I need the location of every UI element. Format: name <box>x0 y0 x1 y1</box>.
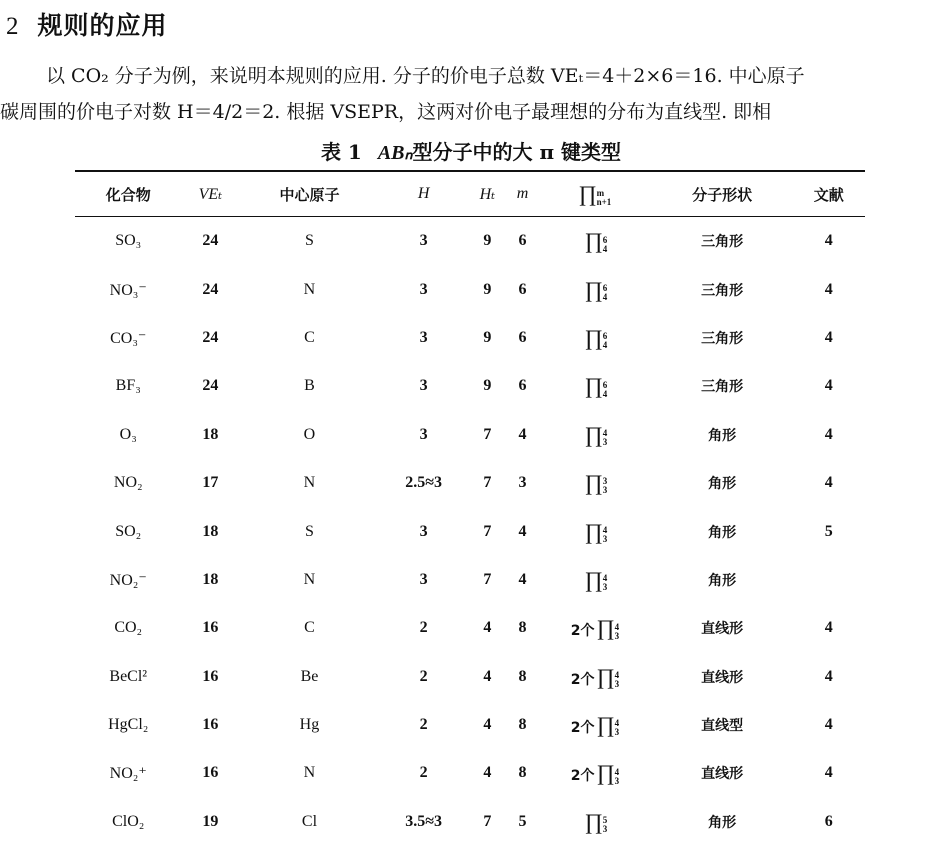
cell-pi-symbol: ∏ <box>596 664 613 689</box>
cell-m: 6 <box>507 217 538 266</box>
table-caption-text: 型分子中的大 π 键类型 <box>412 140 621 164</box>
table-row <box>75 362 865 410</box>
cell-h: 3 <box>380 217 468 266</box>
header-row <box>75 171 865 217</box>
cell-pi-indices <box>603 816 608 834</box>
cell-h: 3 <box>380 265 468 313</box>
cell-pi-indices <box>603 236 608 254</box>
cell-pi-type <box>538 265 652 313</box>
cell-shape: 角形 <box>652 798 792 846</box>
cell-ve: 24 <box>181 362 239 410</box>
cell-pi-top: 6 <box>603 235 608 245</box>
cell-ref: 4 <box>792 604 865 652</box>
cell-h: 3 <box>380 362 468 410</box>
header-pi-bottom: n+1 <box>597 197 612 207</box>
cell-h: 2.5≈3 <box>380 459 468 507</box>
cell-ht: 4 <box>468 749 508 797</box>
cell-ht: 4 <box>468 653 508 701</box>
cell-ref: 5 <box>792 507 865 555</box>
cell-center-atom: N <box>239 459 379 507</box>
cell-center-atom: S <box>239 507 379 555</box>
cell-m: 8 <box>507 604 538 652</box>
cell-pi-top: 4 <box>615 670 620 680</box>
cell-shape: 直线型 <box>652 701 792 749</box>
cell-ref: 4 <box>792 265 865 313</box>
cell-pi-type <box>538 411 652 459</box>
cell-shape: 三角形 <box>652 314 792 362</box>
cell-pi-bottom: 3 <box>615 776 620 786</box>
cell-pi-indices <box>603 574 608 592</box>
cell-compound: NO₂⁻ <box>75 556 181 604</box>
cell-shape: 直线形 <box>652 604 792 652</box>
cell-pi-indices <box>603 381 608 399</box>
cell-shape: 角形 <box>652 556 792 604</box>
cell-pi-indices <box>615 768 620 786</box>
paragraph-line-2: 碳周围的价电子对数 H＝4/2＝2. 根据 VSEPR，这两对价电子最理想的分布为直线型. 即相 <box>0 94 940 130</box>
table-row <box>75 749 865 797</box>
cell-compound: HgCl₂ <box>75 701 181 749</box>
cell-pi-type <box>538 604 652 652</box>
table-body <box>75 217 865 846</box>
cell-ref: 4 <box>792 411 865 459</box>
table-row <box>75 604 865 652</box>
cell-shape: 角形 <box>652 459 792 507</box>
header-m: m <box>507 171 538 217</box>
cell-ht: 9 <box>468 217 508 266</box>
cell-ref: 6 <box>792 798 865 846</box>
cell-compound: SO₃ <box>75 217 181 266</box>
cell-ve: 24 <box>181 314 239 362</box>
cell-pi-indices <box>615 671 620 689</box>
cell-ht: 7 <box>468 459 508 507</box>
table-caption-formula: ABₙ <box>378 142 413 164</box>
cell-shape: 直线形 <box>652 749 792 797</box>
cell-pi-top: 4 <box>615 767 620 777</box>
table-row <box>75 653 865 701</box>
cell-ve: 19 <box>181 798 239 846</box>
cell-pi-prefix: 2个 <box>571 672 595 688</box>
cell-h: 3.5≈3 <box>380 798 468 846</box>
cell-m: 5 <box>507 798 538 846</box>
cell-ht: 4 <box>468 604 508 652</box>
paragraph-line-1: 以 CO₂ 分子为例，来说明本规则的应用. 分子的价电子总数 VEₜ＝4＋2×6＝16. 中心原子 <box>0 58 940 94</box>
cell-pi-indices <box>603 477 608 495</box>
cell-pi-indices <box>603 332 608 350</box>
cell-pi-top: 4 <box>615 718 620 728</box>
header-pi-type <box>538 171 652 217</box>
cell-center-atom: C <box>239 604 379 652</box>
cell-h: 3 <box>380 556 468 604</box>
cell-pi-symbol: ∏ <box>585 470 602 495</box>
cell-pi-symbol: ∏ <box>585 325 602 350</box>
pi-bond-table <box>75 170 865 846</box>
cell-pi-type <box>538 217 652 266</box>
cell-pi-top: 4 <box>603 525 608 535</box>
cell-center-atom: N <box>239 749 379 797</box>
cell-pi-type <box>538 749 652 797</box>
cell-compound: NO₂ <box>75 459 181 507</box>
table-row <box>75 265 865 313</box>
cell-compound: CO₂ <box>75 604 181 652</box>
cell-ref: 4 <box>792 653 865 701</box>
cell-pi-top: 4 <box>615 622 620 632</box>
cell-pi-top: 4 <box>603 573 608 583</box>
cell-pi-top: 6 <box>603 331 608 341</box>
cell-pi-prefix: 2个 <box>571 623 595 639</box>
cell-center-atom: Be <box>239 653 379 701</box>
cell-center-atom: C <box>239 314 379 362</box>
cell-pi-bottom: 3 <box>615 679 620 689</box>
table-row <box>75 798 865 846</box>
table-row <box>75 217 865 266</box>
cell-h: 2 <box>380 749 468 797</box>
table-header <box>75 171 865 217</box>
cell-shape: 三角形 <box>652 265 792 313</box>
cell-pi-top: 6 <box>603 283 608 293</box>
cell-pi-type <box>538 798 652 846</box>
cell-center-atom: Hg <box>239 701 379 749</box>
cell-ht: 9 <box>468 314 508 362</box>
cell-pi-symbol: ∏ <box>596 712 613 737</box>
cell-ht: 4 <box>468 701 508 749</box>
table-row <box>75 459 865 507</box>
cell-pi-bottom: 4 <box>603 340 608 350</box>
header-pi-indices <box>597 189 612 207</box>
header-pi-symbol: ∏ <box>579 181 596 206</box>
table-row <box>75 701 865 749</box>
body-paragraph <box>0 58 940 130</box>
cell-ve: 18 <box>181 556 239 604</box>
cell-m: 8 <box>507 701 538 749</box>
cell-pi-bottom: 3 <box>603 485 608 495</box>
cell-h: 2 <box>380 653 468 701</box>
cell-pi-bottom: 3 <box>603 824 608 834</box>
cell-pi-bottom: 3 <box>615 631 620 641</box>
cell-center-atom: O <box>239 411 379 459</box>
cell-compound: BF₃ <box>75 362 181 410</box>
cell-ref: 4 <box>792 459 865 507</box>
cell-pi-top: 4 <box>603 428 608 438</box>
cell-ht: 7 <box>468 507 508 555</box>
cell-pi-indices <box>615 623 620 641</box>
cell-m: 3 <box>507 459 538 507</box>
cell-pi-indices <box>603 526 608 544</box>
cell-pi-bottom: 4 <box>603 292 608 302</box>
cell-pi-type <box>538 507 652 555</box>
section-heading <box>6 6 168 42</box>
table-row <box>75 411 865 459</box>
cell-pi-symbol: ∏ <box>585 373 602 398</box>
cell-shape: 直线形 <box>652 653 792 701</box>
cell-ve: 16 <box>181 604 239 652</box>
cell-pi-symbol: ∏ <box>585 277 602 302</box>
cell-pi-top: 6 <box>603 380 608 390</box>
cell-h: 2 <box>380 604 468 652</box>
cell-ht: 9 <box>468 265 508 313</box>
cell-compound: ClO₂ <box>75 798 181 846</box>
cell-pi-type <box>538 653 652 701</box>
cell-m: 4 <box>507 411 538 459</box>
cell-ht: 7 <box>468 798 508 846</box>
cell-ref: 4 <box>792 217 865 266</box>
cell-ve: 24 <box>181 217 239 266</box>
cell-ht: 7 <box>468 556 508 604</box>
header-ve: VEₜ <box>181 171 239 217</box>
header-compound: 化合物 <box>75 171 181 217</box>
cell-ref: 4 <box>792 314 865 362</box>
cell-ref: 4 <box>792 749 865 797</box>
cell-m: 6 <box>507 314 538 362</box>
cell-pi-top: 3 <box>603 476 608 486</box>
cell-pi-prefix: 2个 <box>571 768 595 784</box>
cell-ve: 18 <box>181 411 239 459</box>
cell-h: 3 <box>380 314 468 362</box>
cell-shape: 三角形 <box>652 217 792 266</box>
cell-compound: O₃ <box>75 411 181 459</box>
cell-pi-type <box>538 701 652 749</box>
cell-compound: NO₃⁻ <box>75 265 181 313</box>
cell-m: 4 <box>507 556 538 604</box>
cell-ht: 7 <box>468 411 508 459</box>
header-ht: Hₜ <box>468 171 508 217</box>
cell-pi-type <box>538 556 652 604</box>
cell-pi-symbol: ∏ <box>596 615 613 640</box>
table-caption <box>0 136 942 165</box>
cell-compound: CO₃⁻ <box>75 314 181 362</box>
header-pi-top: m <box>597 188 605 198</box>
table-caption-label: 表 1 <box>321 140 362 164</box>
cell-pi-type <box>538 459 652 507</box>
cell-pi-symbol: ∏ <box>585 228 602 253</box>
cell-pi-symbol: ∏ <box>585 519 602 544</box>
cell-pi-bottom: 3 <box>615 727 620 737</box>
cell-center-atom: B <box>239 362 379 410</box>
cell-ve: 16 <box>181 701 239 749</box>
header-shape: 分子形状 <box>652 171 792 217</box>
cell-pi-indices <box>615 719 620 737</box>
cell-center-atom: Cl <box>239 798 379 846</box>
section-number: 2 <box>6 13 20 40</box>
cell-h: 3 <box>380 411 468 459</box>
cell-compound: NO₂⁺ <box>75 749 181 797</box>
cell-pi-bottom: 4 <box>603 389 608 399</box>
cell-pi-bottom: 4 <box>603 244 608 254</box>
table-row <box>75 507 865 555</box>
cell-ref: 4 <box>792 701 865 749</box>
cell-ref <box>792 556 865 604</box>
cell-pi-symbol: ∏ <box>596 760 613 785</box>
cell-m: 4 <box>507 507 538 555</box>
cell-ve: 18 <box>181 507 239 555</box>
table-row <box>75 314 865 362</box>
cell-ht: 9 <box>468 362 508 410</box>
cell-pi-bottom: 3 <box>603 437 608 447</box>
cell-m: 8 <box>507 653 538 701</box>
cell-ref: 4 <box>792 362 865 410</box>
section-title: 规则的应用 <box>38 11 168 40</box>
cell-compound: SO₂ <box>75 507 181 555</box>
cell-center-atom: N <box>239 265 379 313</box>
cell-shape: 三角形 <box>652 362 792 410</box>
cell-pi-symbol: ∏ <box>585 809 602 834</box>
cell-m: 8 <box>507 749 538 797</box>
cell-pi-type <box>538 362 652 410</box>
cell-pi-indices <box>603 429 608 447</box>
table-row <box>75 556 865 604</box>
cell-pi-top: 5 <box>603 815 608 825</box>
cell-ve: 17 <box>181 459 239 507</box>
cell-ve: 16 <box>181 749 239 797</box>
cell-shape: 角形 <box>652 411 792 459</box>
cell-pi-symbol: ∏ <box>585 422 602 447</box>
cell-ve: 24 <box>181 265 239 313</box>
header-ref: 文献 <box>792 171 865 217</box>
cell-h: 3 <box>380 507 468 555</box>
header-center-atom: 中心原子 <box>239 171 379 217</box>
cell-pi-symbol: ∏ <box>585 567 602 592</box>
cell-h: 2 <box>380 701 468 749</box>
cell-ve: 16 <box>181 653 239 701</box>
cell-center-atom: N <box>239 556 379 604</box>
cell-pi-prefix: 2个 <box>571 720 595 736</box>
cell-pi-type <box>538 314 652 362</box>
cell-compound: BeCl² <box>75 653 181 701</box>
cell-center-atom: S <box>239 217 379 266</box>
header-h: H <box>380 171 468 217</box>
cell-pi-indices <box>603 284 608 302</box>
cell-pi-bottom: 3 <box>603 534 608 544</box>
cell-m: 6 <box>507 362 538 410</box>
cell-shape: 角形 <box>652 507 792 555</box>
cell-pi-bottom: 3 <box>603 582 608 592</box>
cell-m: 6 <box>507 265 538 313</box>
